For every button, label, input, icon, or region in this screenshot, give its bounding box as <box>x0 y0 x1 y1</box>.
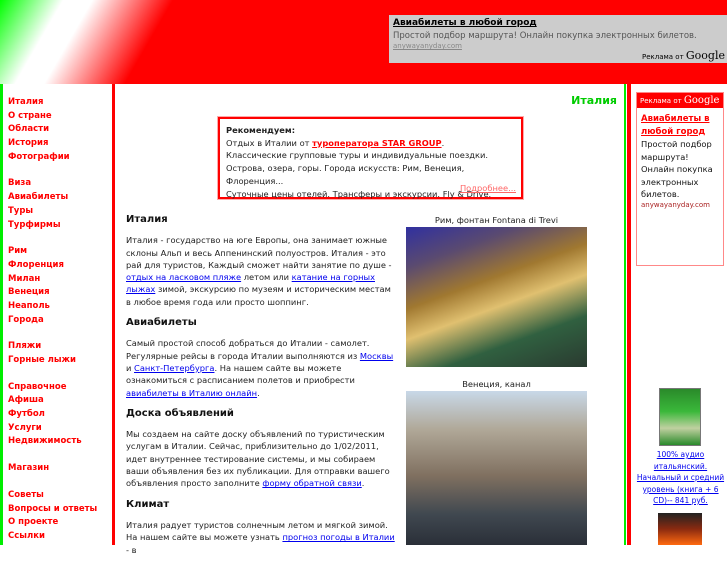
more-link[interactable]: Подробнее... <box>459 183 516 194</box>
photo-caption: Венеция, канал <box>462 379 531 389</box>
nav-link[interactable]: История <box>8 138 49 149</box>
nav-link[interactable]: Туры <box>8 205 34 216</box>
nav-link[interactable]: Города <box>8 314 44 325</box>
venice-book-image[interactable] <box>658 513 702 545</box>
side-google-ad[interactable] <box>636 92 724 266</box>
ads-by-google[interactable] <box>637 93 723 108</box>
nav-link[interactable]: Ссылки <box>8 530 45 541</box>
side-ad-title[interactable]: Авиабилеты в любой город <box>641 114 710 137</box>
top-ad-title[interactable]: Авиабилеты в любой город <box>393 18 537 28</box>
section-text: Италия радует туристов солнечным летом и мягкой зимой. На нашем сайте вы можете узнать прогноз погоды в Италии - в <box>126 519 395 555</box>
left-nav <box>8 96 112 544</box>
side-ad-url[interactable]: anywayanyday.com <box>641 200 710 209</box>
rec-text: . <box>441 137 445 148</box>
nav-link[interactable]: Советы <box>8 489 44 500</box>
google-logo: Google <box>683 95 720 106</box>
nav-gap <box>8 232 112 245</box>
nav-link[interactable]: Неаполь <box>8 300 50 311</box>
top-google-ad[interactable] <box>389 15 727 63</box>
section-text: Италия - государство на юге Европы, она занимает южные склоны Альп и весь Аппенинский полуостров. Италия - это рай для туристов, Каждый сможет найти занятие по душе - отдых на ласковом пляже летом или катание на горных лыжах зимой, экскурсию по музеям и историческим местам в любое время года или просто шоппинг. <box>126 235 392 307</box>
moscow-link[interactable]: Москвы <box>359 350 394 361</box>
ski-link[interactable]: катание на горных лыжах <box>126 272 375 295</box>
nav-link[interactable]: Италия <box>8 97 44 107</box>
venice-photo <box>406 391 587 545</box>
red-divider <box>112 84 115 545</box>
rec-line: Классические групповые туры и индивидуальные поездки. <box>226 150 489 161</box>
section-heading: Климат <box>126 498 170 510</box>
green-stripe <box>0 84 3 545</box>
nav-gap <box>8 327 112 340</box>
rec-line: Острова, озера, горы. Города искусств: Рим, Венеция, Флоренция... <box>226 163 465 186</box>
red-divider-right <box>627 84 631 545</box>
section-heading: Италия <box>126 214 168 225</box>
green-divider <box>624 84 626 545</box>
section-text: Мы создаем на сайте доску объявлений по туристическим услугам в Италии. Сейчас, приблизительно до 1/02/2011, идет внутреннее тестирование системы, и мы собираем ваши объявления без их публикации. Для отправки вашего объявления просто заполните форму обратной связи. <box>126 429 390 489</box>
nav-link[interactable]: О стране <box>8 110 52 121</box>
nav-link[interactable]: Флоренция <box>8 259 64 270</box>
rec-text: Отдых в Италии от <box>226 137 313 148</box>
audio-book-image[interactable] <box>659 388 701 446</box>
nav-link[interactable]: Фотографии <box>8 151 70 162</box>
rec-line: Суточные цены отелей. Трансферы и экскурсии. Fly & Drive. <box>226 188 492 199</box>
feedback-link[interactable]: форму обратной связи <box>262 478 362 489</box>
ads-by-label: Реклама от <box>641 53 684 61</box>
nav-link[interactable]: Футбол <box>8 409 45 420</box>
beach-link[interactable]: отдых на ласковом пляже <box>126 272 242 283</box>
nav-link[interactable]: Авиабилеты <box>8 192 69 203</box>
nav-gap <box>8 368 112 381</box>
nav-link[interactable]: Магазин <box>8 463 50 474</box>
tickets-link[interactable]: авиабилеты в Италию онлайн <box>126 387 258 398</box>
nav-link[interactable]: Недвижимость <box>8 436 82 447</box>
nav-gap <box>8 449 112 462</box>
section-heading: Доска объявлений <box>126 407 234 419</box>
recommend-box <box>218 117 523 199</box>
nav-link[interactable]: Рим <box>8 246 28 257</box>
nav-link[interactable]: Венеция <box>8 287 50 298</box>
article <box>126 214 398 565</box>
spb-link[interactable]: Санкт-Петербурга <box>134 362 215 373</box>
top-ad-desc: Простой подбор маршрута! Онлайн покупка электронных билетов. <box>393 31 697 41</box>
side-ad-desc: Простой подбор маршрута! Онлайн покупка электронных билетов. <box>641 139 713 199</box>
top-ad-url[interactable]: anywayanyday.com <box>393 42 462 50</box>
nav-link[interactable]: Афиша <box>8 395 44 406</box>
audio-book-link[interactable]: 100% аудио итальянский. Начальный и средний уровень (книга + 6 CD)-- 841 руб. <box>636 450 725 505</box>
nav-link[interactable]: Пляжи <box>8 341 42 352</box>
weather-link[interactable]: прогноз погоды в Италии <box>282 532 395 543</box>
nav-link[interactable]: Услуги <box>8 422 42 433</box>
nav-link[interactable]: Вопросы и ответы <box>8 503 98 514</box>
ads-by-label: Реклама от <box>640 97 682 105</box>
nav-link[interactable]: Виза <box>8 178 32 189</box>
google-logo: Google <box>685 49 725 62</box>
trevi-photo <box>406 227 587 367</box>
nav-link[interactable]: О проекте <box>8 517 59 528</box>
section-text: Самый простой способ добраться до Италии - самолет. Регулярные рейсы в города Италии выполняются из Москвы и Санкт-Петербурга. На нашем сайте вы можете ознакомиться с расписанием полетов и приобрести авиабилеты в Италию онлайн. <box>126 338 394 398</box>
ads-by-google[interactable] <box>642 49 725 62</box>
nav-link[interactable]: Турфирмы <box>8 219 61 230</box>
nav-link[interactable]: Области <box>8 124 50 135</box>
nav-link[interactable]: Горные лыжи <box>8 355 76 365</box>
nav-link[interactable]: Справочное <box>8 381 67 392</box>
nav-gap <box>8 476 112 489</box>
nav-link[interactable]: Милан <box>8 273 41 284</box>
rec-heading: Рекомендуем: <box>226 125 296 135</box>
page-title: Италия <box>571 94 617 107</box>
nav-gap <box>8 164 112 177</box>
section-heading: Авиабилеты <box>126 317 197 329</box>
star-group-link[interactable]: туроператора STAR GROUP <box>312 137 442 148</box>
photo-caption: Рим, фонтан Fontana di Trevi <box>434 215 559 225</box>
